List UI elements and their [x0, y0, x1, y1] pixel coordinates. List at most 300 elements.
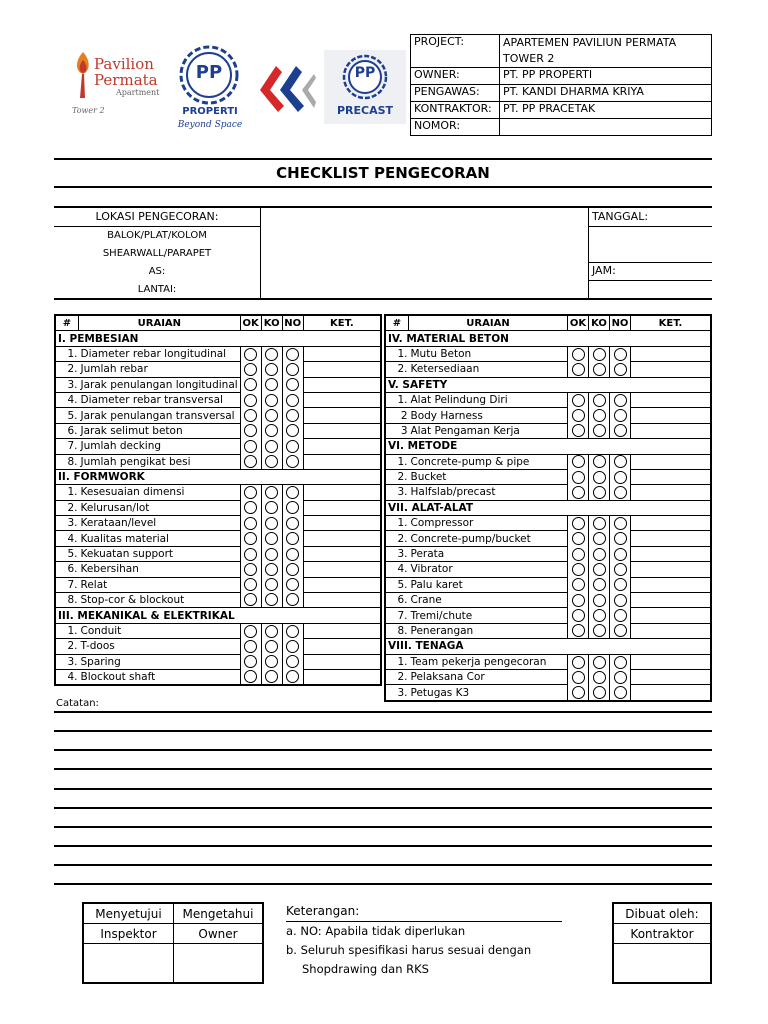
ket-cell[interactable]: [303, 423, 381, 438]
ok-radio[interactable]: [244, 424, 257, 437]
ko-radio[interactable]: [593, 656, 606, 669]
keterangan-a: a. NO: Apabila tidak diperlukan: [286, 924, 466, 938]
owner-sign-label: Owner: [174, 924, 264, 944]
ko-radio[interactable]: [265, 394, 278, 407]
item-number: 3.: [55, 377, 79, 392]
item-label: Stop-cor & blockout: [79, 593, 241, 608]
section-header: I. PEMBESIAN: [55, 331, 381, 346]
no-radio[interactable]: [614, 609, 627, 622]
ko-radio[interactable]: [593, 609, 606, 622]
ket-cell[interactable]: [631, 593, 712, 608]
dibuat-oleh-label: Dibuat oleh:: [613, 903, 711, 924]
checklist-row: [55, 546, 381, 561]
checklist-row: [385, 485, 711, 500]
ket-cell[interactable]: [303, 562, 381, 577]
location-line-4: LANTAI:: [137, 284, 177, 295]
checklist-row: [55, 654, 381, 669]
no-radio[interactable]: [614, 671, 627, 684]
keterangan-block: [282, 902, 562, 979]
item-label: Kelurusan/lot: [79, 500, 241, 515]
ok-radio[interactable]: [572, 624, 585, 637]
ket-cell[interactable]: [631, 669, 712, 684]
no-radio[interactable]: [614, 624, 627, 637]
item-label: Ketersediaan: [409, 362, 568, 377]
ket-cell[interactable]: [631, 685, 712, 701]
item-number: 2.: [385, 469, 409, 484]
no-radio[interactable]: [614, 471, 627, 484]
ket-cell[interactable]: [303, 654, 381, 669]
ok-radio[interactable]: [572, 348, 585, 361]
ok-radio[interactable]: [244, 409, 257, 422]
ko-radio[interactable]: [265, 578, 278, 591]
title-rule-bottom: [54, 186, 712, 188]
checklist-row: [385, 654, 711, 669]
checklist-row: [385, 531, 711, 546]
pengawas-label: PENGAWAS:: [411, 85, 500, 102]
checklist-row: [55, 454, 381, 469]
item-number: 3: [385, 423, 409, 438]
ket-cell[interactable]: [303, 516, 381, 531]
item-label: Diameter rebar longitudinal: [79, 346, 241, 361]
no-radio[interactable]: [614, 363, 627, 376]
no-radio[interactable]: [614, 532, 627, 545]
ok-radio[interactable]: [572, 409, 585, 422]
no-radio[interactable]: [286, 378, 299, 391]
item-label: Team pekerja pengecoran: [409, 654, 568, 669]
kontraktor-signature-box[interactable]: [613, 944, 711, 984]
ket-cell[interactable]: [303, 377, 381, 392]
ko-radio[interactable]: [265, 363, 278, 376]
ok-radio[interactable]: [244, 578, 257, 591]
notes-line-7[interactable]: [54, 826, 712, 828]
no-radio[interactable]: [614, 563, 627, 576]
pp-precast-logo: [324, 50, 406, 124]
col-ko-header: KO: [261, 315, 282, 331]
no-radio[interactable]: [286, 578, 299, 591]
ket-cell[interactable]: [303, 439, 381, 454]
ket-cell[interactable]: [631, 454, 712, 469]
ket-cell[interactable]: [303, 546, 381, 561]
ok-radio[interactable]: [244, 563, 257, 576]
ok-radio[interactable]: [244, 455, 257, 468]
page-title: CHECKLIST PENGECORAN: [276, 164, 490, 182]
item-number: 1.: [385, 516, 409, 531]
item-number: 3.: [385, 546, 409, 561]
notes-line-4[interactable]: [54, 768, 712, 770]
ok-radio[interactable]: [244, 640, 257, 653]
ko-radio[interactable]: [593, 486, 606, 499]
notes-line-9[interactable]: [54, 864, 712, 866]
ok-radio[interactable]: [572, 671, 585, 684]
ko-radio[interactable]: [265, 424, 278, 437]
ko-radio[interactable]: [265, 517, 278, 530]
item-label: Kekuatan support: [79, 546, 241, 561]
ok-radio[interactable]: [572, 594, 585, 607]
item-number: 2.: [385, 531, 409, 546]
item-number: 1.: [385, 454, 409, 469]
item-label: Concrete-pump/bucket: [409, 531, 568, 546]
flame-icon: [72, 50, 94, 100]
item-label: Alat Pengaman Kerja: [409, 423, 568, 438]
ket-cell[interactable]: [631, 608, 712, 623]
no-radio[interactable]: [614, 409, 627, 422]
checklist-row: [385, 454, 711, 469]
ko-radio[interactable]: [265, 378, 278, 391]
no-radio[interactable]: [614, 594, 627, 607]
kontraktor-label: KONTRAKTOR:: [411, 102, 500, 119]
ket-cell[interactable]: [631, 546, 712, 561]
ket-cell[interactable]: [631, 346, 712, 361]
ko-radio[interactable]: [265, 348, 278, 361]
ket-cell[interactable]: [631, 485, 712, 500]
location-line-2: SHEARWALL/PARAPET: [102, 248, 212, 259]
mengetahui-label: Mengetahui: [174, 903, 264, 924]
ko-radio[interactable]: [593, 424, 606, 437]
inspektor-label: Inspektor: [83, 924, 174, 944]
project-label: PROJECT:: [411, 35, 500, 68]
checklist-row: [385, 346, 711, 361]
ket-cell[interactable]: [303, 346, 381, 361]
keterangan-b2: Shopdrawing dan RKS: [302, 962, 429, 976]
checklist-row: [55, 577, 381, 592]
ko-radio[interactable]: [593, 348, 606, 361]
no-radio[interactable]: [286, 363, 299, 376]
ok-radio[interactable]: [572, 424, 585, 437]
ket-cell[interactable]: [303, 669, 381, 685]
item-label: Palu karet: [409, 577, 568, 592]
no-radio[interactable]: [614, 486, 627, 499]
no-radio[interactable]: [286, 670, 299, 683]
ok-radio[interactable]: [572, 486, 585, 499]
pavilion-line2: Permata: [94, 71, 158, 89]
col-no-header: NO: [282, 315, 303, 331]
checklist-row: [55, 485, 381, 500]
col-num-header: #: [385, 315, 409, 331]
checklist-row: [385, 362, 711, 377]
no-radio[interactable]: [286, 532, 299, 545]
item-number: 3.: [385, 485, 409, 500]
no-radio[interactable]: [286, 548, 299, 561]
item-number: 2.: [55, 362, 79, 377]
ket-cell[interactable]: [631, 531, 712, 546]
ko-radio[interactable]: [265, 625, 278, 638]
no-radio[interactable]: [614, 686, 627, 699]
checklist-row: [55, 500, 381, 515]
ko-radio[interactable]: [265, 440, 278, 453]
ket-cell[interactable]: [303, 639, 381, 654]
ket-cell[interactable]: [631, 562, 712, 577]
ket-cell[interactable]: [303, 577, 381, 592]
ket-cell[interactable]: [631, 469, 712, 484]
item-number: 3.: [385, 685, 409, 701]
section-header: II. FORMWORK: [55, 469, 381, 484]
checklist-row: [385, 392, 711, 407]
item-label: Kerataan/level: [79, 516, 241, 531]
ko-radio[interactable]: [265, 455, 278, 468]
no-radio[interactable]: [286, 486, 299, 499]
checklist-row: [55, 593, 381, 608]
no-radio[interactable]: [286, 394, 299, 407]
ok-radio[interactable]: [572, 532, 585, 545]
item-number: 7.: [55, 439, 79, 454]
item-label: Crane: [409, 593, 568, 608]
notes-line-8[interactable]: [54, 845, 712, 847]
ko-radio[interactable]: [593, 409, 606, 422]
no-radio[interactable]: [286, 563, 299, 576]
col-num-header: #: [55, 315, 79, 331]
ok-radio[interactable]: [572, 686, 585, 699]
item-label: Compressor: [409, 516, 568, 531]
checklist-row: [385, 408, 711, 423]
pp-properti-caption: PROPERTI: [182, 106, 238, 117]
item-label: Relat: [79, 577, 241, 592]
checklist-row: [55, 346, 381, 361]
ok-radio[interactable]: [244, 532, 257, 545]
ok-radio[interactable]: [244, 593, 257, 606]
ok-radio[interactable]: [244, 394, 257, 407]
ok-radio[interactable]: [244, 348, 257, 361]
notes-line-1[interactable]: [54, 711, 712, 713]
no-radio[interactable]: [286, 455, 299, 468]
pavilion-line1: Pavilion: [94, 55, 154, 73]
ket-cell[interactable]: [631, 577, 712, 592]
checklist-row: [385, 562, 711, 577]
ko-radio[interactable]: [593, 671, 606, 684]
ko-radio[interactable]: [265, 548, 278, 561]
item-label: T-doos: [79, 639, 241, 654]
item-number: 2: [385, 408, 409, 423]
ko-radio[interactable]: [593, 471, 606, 484]
item-label: Jumlah decking: [79, 439, 241, 454]
inspektor-signature-box[interactable]: [83, 944, 174, 984]
item-label: Mutu Beton: [409, 346, 568, 361]
section-header: III. MEKANIKAL & ELEKTRIKAL: [55, 608, 381, 623]
notes-line-6[interactable]: [54, 807, 712, 809]
ok-radio[interactable]: [572, 363, 585, 376]
notes-line-2[interactable]: [54, 730, 712, 732]
ok-radio[interactable]: [244, 378, 257, 391]
ket-cell[interactable]: [303, 408, 381, 423]
pavilion-tower: Tower 2: [72, 106, 105, 115]
ko-radio[interactable]: [593, 394, 606, 407]
owner-signature-box[interactable]: [174, 944, 264, 984]
pp-precast-caption: PRECAST: [336, 104, 394, 117]
col-uraian-header: URAIAN: [79, 315, 241, 331]
ko-radio[interactable]: [593, 686, 606, 699]
item-number: 1.: [55, 623, 79, 638]
ket-cell[interactable]: [303, 362, 381, 377]
ok-radio[interactable]: [244, 501, 257, 514]
item-number: 5.: [385, 577, 409, 592]
checklist-row: [385, 685, 711, 701]
ko-radio[interactable]: [593, 578, 606, 591]
section-header: VII. ALAT-ALAT: [385, 500, 711, 515]
col-ko-header: KO: [589, 315, 610, 331]
no-radio[interactable]: [614, 578, 627, 591]
ko-radio[interactable]: [265, 593, 278, 606]
item-label: Jumlah pengikat besi: [79, 454, 241, 469]
no-radio[interactable]: [614, 394, 627, 407]
no-radio[interactable]: [614, 348, 627, 361]
ko-radio[interactable]: [593, 363, 606, 376]
ko-radio[interactable]: [593, 455, 606, 468]
catatan-label: Catatan:: [56, 698, 99, 709]
ko-radio[interactable]: [593, 532, 606, 545]
item-label: Body Harness: [409, 408, 568, 423]
col-uraian-header: URAIAN: [409, 315, 568, 331]
ok-radio[interactable]: [244, 517, 257, 530]
ket-cell[interactable]: [631, 654, 712, 669]
no-radio[interactable]: [286, 625, 299, 638]
ok-radio[interactable]: [244, 670, 257, 683]
ok-radio[interactable]: [244, 486, 257, 499]
no-radio[interactable]: [286, 517, 299, 530]
ko-radio[interactable]: [265, 486, 278, 499]
checklist-row: [385, 577, 711, 592]
no-radio[interactable]: [286, 501, 299, 514]
item-number: 3.: [55, 516, 79, 531]
notes-line-3[interactable]: [54, 749, 712, 751]
ket-cell[interactable]: [303, 454, 381, 469]
item-number: 2.: [385, 362, 409, 377]
item-number: 2.: [385, 669, 409, 684]
owner-value: PT. PP PROPERTI: [500, 68, 712, 85]
ko-radio[interactable]: [265, 409, 278, 422]
ok-radio[interactable]: [572, 609, 585, 622]
ket-cell[interactable]: [631, 423, 712, 438]
item-number: 5.: [55, 408, 79, 423]
ko-radio[interactable]: [593, 548, 606, 561]
project-value: APARTEMEN PAVILIUN PERMATA TOWER 2: [500, 35, 712, 68]
item-label: Jarak penulangan longitudinal: [79, 377, 241, 392]
ko-radio[interactable]: [593, 517, 606, 530]
col-no-header: NO: [610, 315, 631, 331]
item-label: Alat Pelindung Diri: [409, 392, 568, 407]
no-radio[interactable]: [614, 517, 627, 530]
no-radio[interactable]: [286, 593, 299, 606]
no-radio[interactable]: [286, 640, 299, 653]
item-number: 5.: [55, 546, 79, 561]
ket-cell[interactable]: [303, 500, 381, 515]
checklist-row: [55, 439, 381, 454]
checklist-row: [385, 546, 711, 561]
item-number: 8.: [385, 623, 409, 638]
notes-line-10[interactable]: [54, 883, 712, 885]
ok-radio[interactable]: [244, 548, 257, 561]
item-label: Kesesuaian dimensi: [79, 485, 241, 500]
item-label: Jumlah rebar: [79, 362, 241, 377]
title-rule-top: [54, 158, 712, 160]
item-number: 8.: [55, 454, 79, 469]
ket-cell[interactable]: [631, 408, 712, 423]
item-number: 1.: [385, 654, 409, 669]
location-block: [54, 206, 712, 300]
ok-radio[interactable]: [572, 656, 585, 669]
ko-radio[interactable]: [593, 563, 606, 576]
ok-radio[interactable]: [244, 440, 257, 453]
ket-cell[interactable]: [631, 516, 712, 531]
ok-radio[interactable]: [572, 394, 585, 407]
location-header: LOKASI PENGECORAN:: [95, 210, 219, 223]
ko-radio[interactable]: [265, 640, 278, 653]
no-radio[interactable]: [286, 409, 299, 422]
item-number: 7.: [385, 608, 409, 623]
checklist-row: [55, 423, 381, 438]
ket-cell[interactable]: [631, 392, 712, 407]
item-number: 4.: [55, 669, 79, 685]
no-radio[interactable]: [614, 548, 627, 561]
ko-radio[interactable]: [593, 594, 606, 607]
item-number: 4.: [55, 531, 79, 546]
col-ok-header: OK: [240, 315, 261, 331]
ko-radio[interactable]: [265, 501, 278, 514]
ko-radio[interactable]: [593, 624, 606, 637]
jam-label: JAM:: [592, 264, 616, 277]
ket-cell[interactable]: [631, 623, 712, 638]
kandi-logo: [256, 62, 318, 116]
location-line-3: AS:: [148, 266, 166, 277]
ket-cell[interactable]: [303, 531, 381, 546]
col-ok-header: OK: [568, 315, 589, 331]
kandi-mark-icon: [256, 62, 318, 116]
ko-radio[interactable]: [265, 655, 278, 668]
checklist-row: [385, 516, 711, 531]
ket-cell[interactable]: [303, 392, 381, 407]
no-radio[interactable]: [286, 655, 299, 668]
checklist-area: [54, 314, 712, 699]
no-radio[interactable]: [286, 424, 299, 437]
ko-radio[interactable]: [265, 532, 278, 545]
checklist-row: [55, 377, 381, 392]
ok-radio[interactable]: [244, 655, 257, 668]
kontraktor-value: PT. PP PRACETAK: [500, 102, 712, 119]
nomor-value[interactable]: [500, 119, 712, 136]
item-label: Penerangan: [409, 623, 568, 638]
ok-radio[interactable]: [572, 578, 585, 591]
checklist-row: [385, 593, 711, 608]
ok-radio[interactable]: [244, 363, 257, 376]
ket-cell[interactable]: [303, 623, 381, 638]
item-number: 7.: [55, 577, 79, 592]
checklist-row: [55, 516, 381, 531]
ok-radio[interactable]: [572, 548, 585, 561]
no-radio[interactable]: [614, 656, 627, 669]
no-radio[interactable]: [614, 424, 627, 437]
ok-radio[interactable]: [572, 517, 585, 530]
notes-line-5[interactable]: [54, 788, 712, 790]
ket-cell[interactable]: [631, 362, 712, 377]
checklist-row: [55, 362, 381, 377]
section-header: V. SAFETY: [385, 377, 711, 392]
ko-radio[interactable]: [265, 670, 278, 683]
ok-radio[interactable]: [572, 563, 585, 576]
ok-radio[interactable]: [244, 625, 257, 638]
no-radio[interactable]: [286, 440, 299, 453]
checklist-row: [55, 639, 381, 654]
ok-radio[interactable]: [572, 471, 585, 484]
menyetujui-label: Menyetujui: [83, 903, 174, 924]
checklist-right-table: [384, 314, 712, 702]
ket-cell[interactable]: [303, 593, 381, 608]
no-radio[interactable]: [286, 348, 299, 361]
ko-radio[interactable]: [265, 563, 278, 576]
item-number: 8.: [55, 593, 79, 608]
item-label: Sparing: [79, 654, 241, 669]
no-radio[interactable]: [614, 455, 627, 468]
approval-signature-table: [82, 902, 264, 984]
ket-cell[interactable]: [303, 485, 381, 500]
ok-radio[interactable]: [572, 455, 585, 468]
